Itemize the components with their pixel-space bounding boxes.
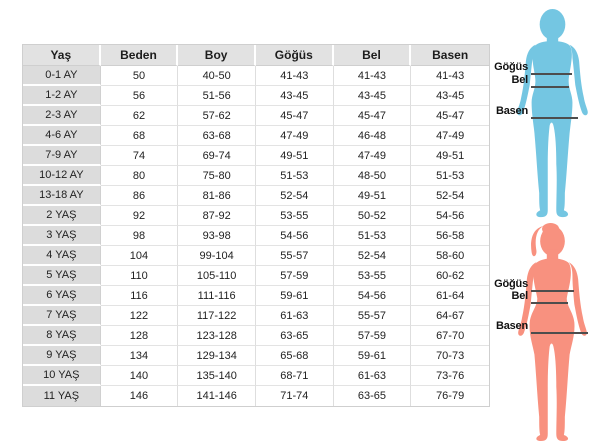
value-cell: 64-67 [411,306,489,326]
value-cell: 55-57 [256,246,334,266]
female-chest-label: Göğüs [494,278,528,290]
value-cell: 52-54 [411,186,489,206]
age-cell: 1-2 AY [23,86,101,106]
table-row [23,386,489,406]
size-table [22,44,490,407]
male-waist-measure [492,74,569,88]
table-row [23,86,489,106]
table-row [23,326,489,346]
table-row [23,266,489,286]
value-cell: 46-48 [334,126,412,146]
value-cell: 53-55 [256,206,334,226]
value-cell: 54-56 [411,206,489,226]
table-row [23,226,489,246]
value-cell: 57-62 [178,106,256,126]
value-cell: 134 [101,346,179,366]
column-header: Basen [411,45,489,66]
value-cell: 57-59 [256,266,334,286]
value-cell: 146 [101,386,179,406]
male-waist-label: Bel [511,74,528,86]
value-cell: 75-80 [178,166,256,186]
value-cell: 54-56 [334,286,412,306]
value-cell: 68 [101,126,179,146]
age-cell: 4 YAŞ [23,246,101,266]
value-cell: 135-140 [178,366,256,386]
value-cell: 140 [101,366,179,386]
age-cell: 4-6 AY [23,126,101,146]
value-cell: 41-43 [411,66,489,86]
column-header: Boy [178,45,256,66]
value-cell: 87-92 [178,206,256,226]
value-cell: 61-63 [256,306,334,326]
value-cell: 45-47 [256,106,334,126]
value-cell: 52-54 [334,246,412,266]
size-table-header-row [23,45,489,66]
value-cell: 51-53 [256,166,334,186]
value-cell: 128 [101,326,179,346]
value-cell: 65-68 [256,346,334,366]
value-cell: 51-56 [178,86,256,106]
value-cell: 55-57 [334,306,412,326]
male-chest-label: Göğüs [494,61,528,73]
value-cell: 45-47 [411,106,489,126]
value-cell: 110 [101,266,179,286]
value-cell: 92 [101,206,179,226]
age-cell: 11 YAŞ [23,386,101,406]
value-cell: 49-51 [256,146,334,166]
age-cell: 13-18 AY [23,186,101,206]
value-cell: 71-74 [256,386,334,406]
age-cell: 9 YAŞ [23,346,101,366]
male-hip-measure [492,105,578,119]
value-cell: 40-50 [178,66,256,86]
table-row [23,286,489,306]
value-cell: 80 [101,166,179,186]
age-cell: 7 YAŞ [23,306,101,326]
age-cell: 2-3 AY [23,106,101,126]
value-cell: 43-45 [256,86,334,106]
value-cell: 50-52 [334,206,412,226]
female-hip-line [531,332,588,334]
value-cell: 86 [101,186,179,206]
value-cell: 62 [101,106,179,126]
value-cell: 41-43 [256,66,334,86]
value-cell: 43-45 [334,86,412,106]
value-cell: 49-51 [411,146,489,166]
value-cell: 47-49 [256,126,334,146]
table-row [23,106,489,126]
value-cell: 51-53 [411,166,489,186]
value-cell: 99-104 [178,246,256,266]
value-cell: 76-79 [411,386,489,406]
male-waist-line [531,86,569,88]
value-cell: 60-62 [411,266,489,286]
value-cell: 57-59 [334,326,412,346]
value-cell: 52-54 [256,186,334,206]
column-header: Bel [334,45,412,66]
male-chest-measure [492,61,572,75]
value-cell: 122 [101,306,179,326]
age-cell: 3 YAŞ [23,226,101,246]
value-cell: 47-49 [411,126,489,146]
table-row [23,366,489,386]
age-cell: 7-9 AY [23,146,101,166]
value-cell: 50 [101,66,179,86]
value-cell: 68-71 [256,366,334,386]
value-cell: 56-58 [411,226,489,246]
female-waist-line [531,302,568,304]
value-cell: 104 [101,246,179,266]
value-cell: 105-110 [178,266,256,286]
table-row [23,66,489,86]
column-header: Beden [101,45,179,66]
value-cell: 47-49 [334,146,412,166]
table-row [23,346,489,366]
value-cell: 123-128 [178,326,256,346]
value-cell: 141-146 [178,386,256,406]
male-hip-label: Basen [495,105,528,117]
value-cell: 81-86 [178,186,256,206]
female-waist-measure [492,290,568,304]
value-cell: 74 [101,146,179,166]
age-cell: 10 YAŞ [23,366,101,386]
value-cell: 54-56 [256,226,334,246]
value-cell: 129-134 [178,346,256,366]
value-cell: 117-122 [178,306,256,326]
value-cell: 59-61 [256,286,334,306]
age-cell: 0-1 AY [23,66,101,86]
value-cell: 67-70 [411,326,489,346]
value-cell: 48-50 [334,166,412,186]
value-cell: 45-47 [334,106,412,126]
male-hip-line [531,117,578,119]
value-cell: 41-43 [334,66,412,86]
value-cell: 61-63 [334,366,412,386]
value-cell: 63-65 [256,326,334,346]
table-row [23,166,489,186]
value-cell: 98 [101,226,179,246]
value-cell: 61-64 [411,286,489,306]
value-cell: 69-74 [178,146,256,166]
value-cell: 49-51 [334,186,412,206]
value-cell: 73-76 [411,366,489,386]
age-cell: 5 YAŞ [23,266,101,286]
age-cell: 6 YAŞ [23,286,101,306]
value-cell: 70-73 [411,346,489,366]
age-cell: 8 YAŞ [23,326,101,346]
female-hip-measure [492,320,588,334]
table-row [23,306,489,326]
table-row [23,246,489,266]
female-waist-label: Bel [511,290,528,302]
value-cell: 116 [101,286,179,306]
value-cell: 51-53 [334,226,412,246]
value-cell: 53-55 [334,266,412,286]
female-hip-label: Basen [495,320,528,332]
value-cell: 59-61 [334,346,412,366]
age-cell: 2 YAŞ [23,206,101,226]
table-row [23,126,489,146]
table-row [23,206,489,226]
column-header: Yaş [23,45,101,66]
value-cell: 63-65 [334,386,412,406]
table-row [23,186,489,206]
value-cell: 63-68 [178,126,256,146]
age-cell: 10-12 AY [23,166,101,186]
value-cell: 58-60 [411,246,489,266]
value-cell: 56 [101,86,179,106]
value-cell: 111-116 [178,286,256,306]
value-cell: 93-98 [178,226,256,246]
column-header: Göğüs [256,45,334,66]
value-cell: 43-45 [411,86,489,106]
table-row [23,146,489,166]
